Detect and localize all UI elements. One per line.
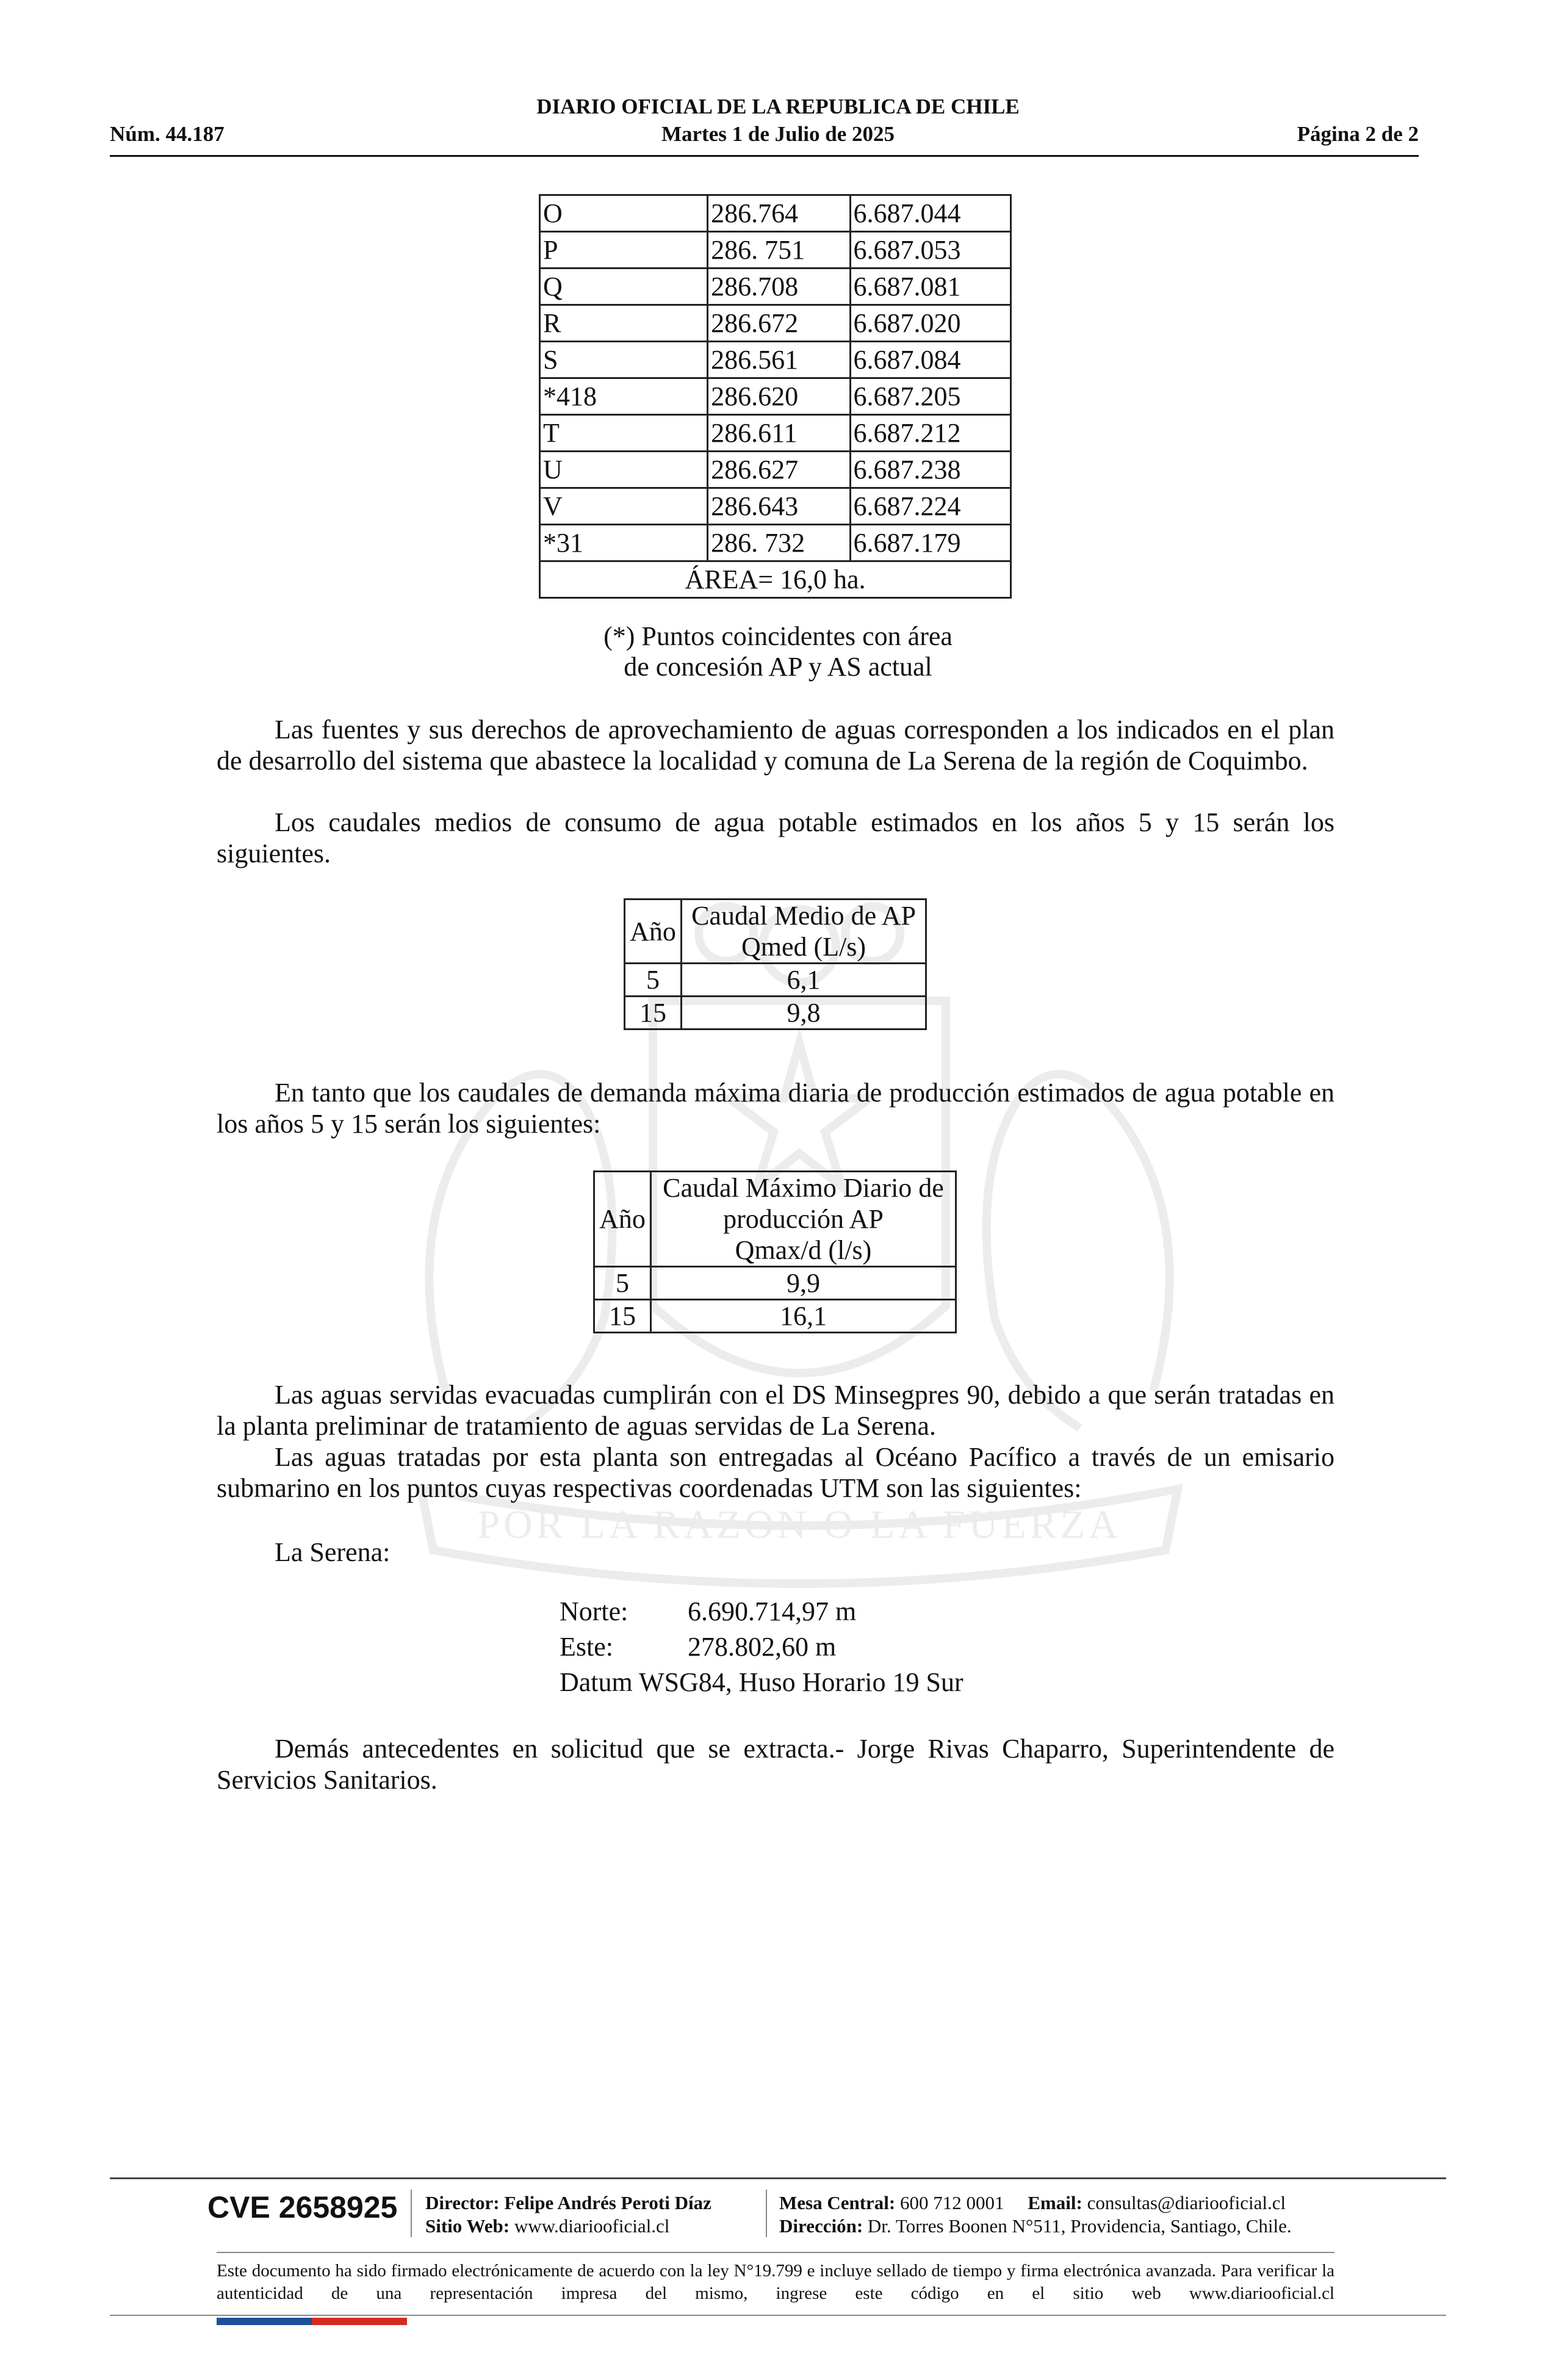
table-row bbox=[625, 964, 926, 997]
page-number: Página 2 de 2 bbox=[1297, 122, 1419, 146]
east-cell: 286.764 bbox=[708, 195, 850, 232]
table-row bbox=[540, 342, 1011, 378]
table-row bbox=[540, 232, 1011, 269]
header-year: Año bbox=[625, 900, 682, 964]
year-cell: 15 bbox=[594, 1300, 651, 1333]
footer-director bbox=[425, 2192, 711, 2214]
east-cell: 286.643 bbox=[708, 488, 850, 525]
phone-value: 600 712 0001 bbox=[900, 2192, 1004, 2213]
value-cell: 9,9 bbox=[651, 1267, 956, 1300]
footer-bottom-divider bbox=[110, 2315, 1446, 2316]
point-cell: O bbox=[540, 195, 708, 232]
table-row bbox=[540, 525, 1011, 561]
address-value: Dr. Torres Boonen N°511, Providencia, Santiago, Chile. bbox=[867, 2215, 1292, 2237]
flag-stripe-red bbox=[312, 2318, 407, 2325]
north-cell: 6.687.179 bbox=[850, 525, 1010, 561]
footer-contact bbox=[779, 2192, 1286, 2214]
east-cell: 286.611 bbox=[708, 415, 850, 452]
table-header-row bbox=[625, 900, 926, 964]
point-cell: P bbox=[540, 232, 708, 269]
point-cell: T bbox=[540, 415, 708, 452]
point-cell: S bbox=[540, 342, 708, 378]
header-year: Año bbox=[594, 1172, 651, 1267]
director-label: Director: bbox=[425, 2192, 500, 2213]
watermark-motto: POR LA RAZON O LA FUERZA bbox=[477, 1502, 1122, 1547]
point-cell: *418 bbox=[540, 378, 708, 415]
legal-notice: Este documento ha sido firmado electrónicamente de acuerdo con la ley N°19.799 e incluye sellado de tiempo y firma electrónica avanzada. Para verificar la autenticidad de una representación impresa del mismo, ingrese este código en el sitio web www.diariooficial.cl bbox=[217, 2261, 1334, 2303]
footer-website bbox=[425, 2215, 669, 2237]
east-cell: 286. 751 bbox=[708, 232, 850, 269]
table-row bbox=[625, 997, 926, 1030]
phone-label: Mesa Central: bbox=[779, 2192, 896, 2213]
table-row bbox=[540, 415, 1011, 452]
point-cell: U bbox=[540, 452, 708, 488]
north-cell: 6.687.212 bbox=[850, 415, 1010, 452]
north-cell: 6.687.238 bbox=[850, 452, 1010, 488]
value-cell: 9,8 bbox=[682, 997, 926, 1030]
header-value-line3: Qmax/d (l/s) bbox=[735, 1235, 872, 1265]
paragraph-max-flows: En tanto que los caudales de demanda máxima diaria de producción estimados de agua potable en los años 5 y 15 serán los siguientes: bbox=[217, 1078, 1334, 1139]
footer-address bbox=[779, 2215, 1292, 2237]
max-daily-flow-table bbox=[593, 1170, 957, 1333]
table-note-line2: de concesión AP y AS actual bbox=[624, 652, 932, 682]
north-cell: 6.687.224 bbox=[850, 488, 1010, 525]
footer-separator bbox=[411, 2190, 412, 2237]
table-row bbox=[540, 488, 1011, 525]
email-link[interactable]: consultas@diariooficial.cl bbox=[1087, 2192, 1286, 2213]
header-value-line2: producción AP bbox=[723, 1204, 884, 1234]
north-cell: 6.687.053 bbox=[850, 232, 1010, 269]
north-cell: 6.687.081 bbox=[850, 269, 1010, 305]
footer-divider bbox=[110, 2177, 1446, 2179]
table-row bbox=[540, 269, 1011, 305]
header-value bbox=[651, 1172, 956, 1267]
year-cell: 5 bbox=[625, 964, 682, 997]
table-note-line1: (*) Puntos coincidentes con área bbox=[603, 621, 953, 651]
datum-text: Datum WSG84, Huso Horario 19 Sur bbox=[560, 1667, 963, 1697]
north-value: 6.690.714,97 m bbox=[688, 1596, 857, 1626]
issue-date: Martes 1 de Julio de 2025 bbox=[661, 122, 895, 146]
paragraph-sources: Las fuentes y sus derechos de aprovechamiento de aguas corresponden a los indicados en el plan de desarrollo del sistema que abastece la localidad y comuna de La Serena de la región de Coquimbo. bbox=[217, 715, 1334, 776]
website-label: Sitio Web: bbox=[425, 2215, 510, 2237]
paragraph-average-flows: Los caudales medios de consumo de agua potable estimados en los años 5 y 15 serán los siguientes. bbox=[217, 807, 1334, 868]
paragraph-wastewater: Las aguas servidas evacuadas cumplirán con el DS Minsegpres 90, debido a que serán tratadas en la planta preliminar de tratamiento de aguas servidas de La Serena. bbox=[217, 1380, 1334, 1441]
north-cell: 6.687.205 bbox=[850, 378, 1010, 415]
address-label: Dirección: bbox=[779, 2215, 863, 2237]
table-row bbox=[540, 195, 1011, 232]
point-cell: *31 bbox=[540, 525, 708, 561]
paragraph-outfall: Las aguas tratadas por esta planta son entregadas al Océano Pacífico a través de un emisario submarino en los puntos cuyas respectivas coordenadas UTM son las siguientes: bbox=[217, 1442, 1334, 1503]
east-cell: 286.708 bbox=[708, 269, 850, 305]
footer-separator bbox=[766, 2190, 767, 2237]
header-divider bbox=[110, 155, 1419, 157]
point-cell: Q bbox=[540, 269, 708, 305]
director-name: Felipe Andrés Peroti Díaz bbox=[504, 2192, 711, 2213]
header-value bbox=[682, 900, 926, 964]
header-value-line1: Caudal Máximo Diario de bbox=[663, 1173, 944, 1203]
east-value: 278.802,60 m bbox=[688, 1632, 837, 1662]
flag-stripe-blue bbox=[217, 2318, 312, 2325]
website-link[interactable]: www.diariooficial.cl bbox=[514, 2215, 670, 2237]
concession-coordinates-table bbox=[539, 194, 1012, 599]
east-label: Este: bbox=[560, 1632, 613, 1662]
north-label: Norte: bbox=[560, 1596, 629, 1626]
paragraph-location: La Serena: bbox=[275, 1537, 391, 1567]
area-row bbox=[540, 561, 1011, 598]
table-header-row bbox=[594, 1172, 956, 1267]
east-cell: 286.561 bbox=[708, 342, 850, 378]
year-cell: 15 bbox=[625, 997, 682, 1030]
value-cell: 16,1 bbox=[651, 1300, 956, 1333]
paragraph-closing: Demás antecedentes en solicitud que se extracta.- Jorge Rivas Chaparro, Superintendente de Servicios Sanitarios. bbox=[217, 1734, 1334, 1795]
north-cell: 6.687.044 bbox=[850, 195, 1010, 232]
value-cell: 6,1 bbox=[682, 964, 926, 997]
newspaper-title: DIARIO OFICIAL DE LA REPUBLICA DE CHILE bbox=[536, 95, 1020, 118]
east-cell: 286.672 bbox=[708, 305, 850, 342]
table-row bbox=[594, 1267, 956, 1300]
header-value-line2: Qmed (L/s) bbox=[741, 932, 866, 962]
footer-inner-divider bbox=[217, 2252, 1334, 2253]
table-row bbox=[594, 1300, 956, 1333]
table-row bbox=[540, 378, 1011, 415]
table-row bbox=[540, 452, 1011, 488]
average-flow-table bbox=[624, 898, 927, 1030]
email-label: Email: bbox=[1028, 2192, 1082, 2213]
east-cell: 286.627 bbox=[708, 452, 850, 488]
header-value-line1: Caudal Medio de AP bbox=[691, 901, 916, 931]
cve-code: CVE 2658925 bbox=[207, 2190, 398, 2224]
year-cell: 5 bbox=[594, 1267, 651, 1300]
area-cell: ÁREA= 16,0 ha. bbox=[540, 561, 1011, 598]
table-row bbox=[540, 305, 1011, 342]
point-cell: R bbox=[540, 305, 708, 342]
north-cell: 6.687.084 bbox=[850, 342, 1010, 378]
east-cell: 286.620 bbox=[708, 378, 850, 415]
issue-number: Núm. 44.187 bbox=[110, 122, 225, 146]
point-cell: V bbox=[540, 488, 708, 525]
north-cell: 6.687.020 bbox=[850, 305, 1010, 342]
east-cell: 286. 732 bbox=[708, 525, 850, 561]
